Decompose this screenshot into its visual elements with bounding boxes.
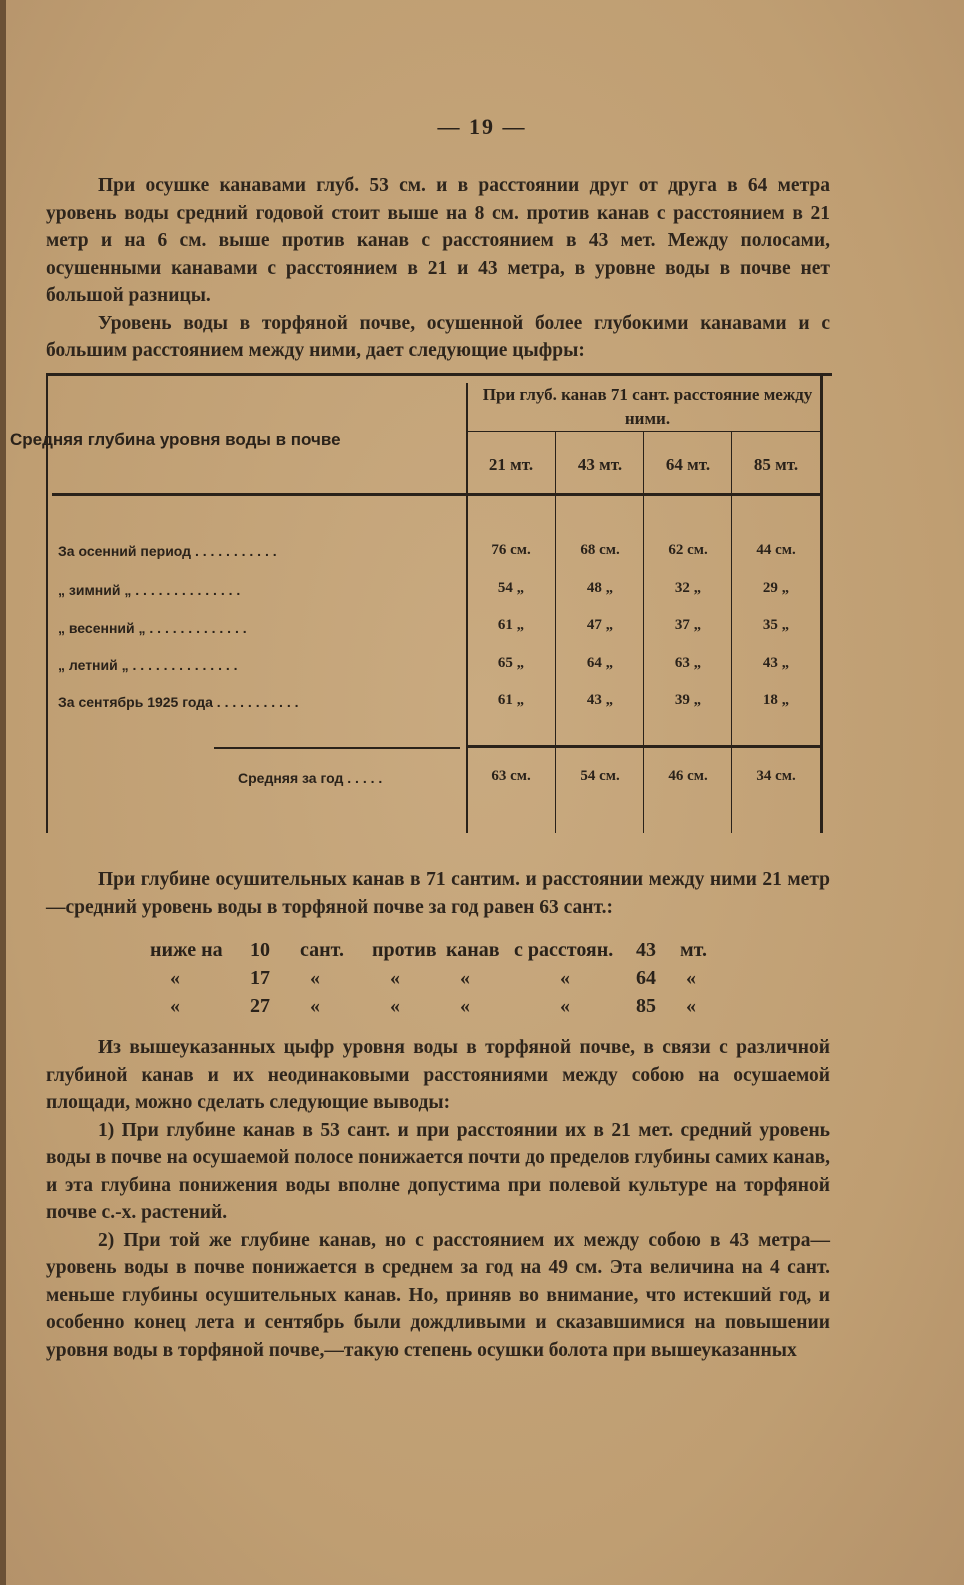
row-label: За осенний период . . . . . . . . . . . [58, 543, 277, 559]
table-cell: 61 „ [497, 617, 525, 633]
comparison-value: 43 [636, 939, 656, 961]
table-cell: 37 „ [674, 617, 702, 633]
table-cell: 46 см. [668, 768, 708, 784]
row-label: „ весенний „ . . . . . . . . . . . . . [58, 620, 247, 636]
conclusions-text [46, 1034, 830, 1364]
comparison-word: « [170, 995, 180, 1017]
comparison-word: мт. [680, 939, 707, 961]
row-header: Средняя глубина уровня воды в почве [10, 430, 341, 449]
table-cell: 29 „ [762, 580, 790, 596]
comparison-word: « [170, 967, 180, 989]
table-cell: 63 „ [674, 655, 702, 671]
comparison-word: с расстоян. [514, 939, 614, 961]
comparison-value: 10 [250, 939, 270, 961]
row-label: Средняя за год . . . . . [238, 770, 383, 786]
comparison-word: ниже на [150, 939, 223, 961]
table-cell: 35 „ [762, 617, 790, 633]
comparison-word: « [390, 967, 400, 989]
table-cell: 43 „ [586, 692, 614, 708]
comparison-row [150, 964, 750, 992]
comparison-row [150, 936, 750, 964]
table-cell: 43 „ [762, 655, 790, 671]
page-edge [0, 0, 6, 1585]
row-label: „ летний „ . . . . . . . . . . . . . . [58, 657, 238, 673]
table-cell: 61 „ [497, 692, 525, 708]
paragraph: 2) При той же глубине канав, но с расстоянием их между собою в 43 метра—уровень воды в почве понижается в среднем за год на 49 см. Эта величина на 4 сант. меньше глубины осушительных канав. Но, приняв во внимание, что истекший год, и особенно конец лета и сентябрь были дождливыми и сказавшимися на повышении уровня воды в торфяной почве,—такую степень осушки болота при вышеуказанных [46, 1229, 830, 1361]
comparison-word: « [560, 967, 570, 989]
comparison-word: « [686, 967, 696, 989]
table-cell: 39 „ [674, 692, 702, 708]
comparison-word: « [310, 967, 320, 989]
comparison-word: « [560, 995, 570, 1017]
column-header: 85 мт. [753, 455, 799, 474]
comparison-word: « [460, 995, 470, 1017]
intro-text [46, 172, 830, 365]
comparison-word: « [686, 995, 696, 1017]
comparison-list [150, 936, 750, 1020]
row-label: За сентябрь 1925 года . . . . . . . . . . . [58, 694, 299, 710]
comparison-word: сант. [300, 939, 344, 961]
comparison-word: « [390, 995, 400, 1017]
table-cell: 18 „ [762, 692, 790, 708]
column-header: 64 мт. [665, 455, 711, 474]
table-cell: 65 „ [497, 655, 525, 671]
comparison-value: 64 [636, 967, 656, 989]
paragraph: Из вышеуказанных цыфр уровня воды в торфяной почве, в связи с различной глубиной канав и их неодинаковыми расстояниями между собою на осушаемой площади, можно сделать следующие выводы: [46, 1037, 830, 1113]
comparison-word: против [372, 939, 437, 961]
page-number: — 19 — [437, 114, 527, 139]
comparison-word: « [310, 995, 320, 1017]
row-label: „ зимний „ . . . . . . . . . . . . . . [58, 582, 241, 598]
table-cell: 54 „ [497, 580, 525, 596]
column-header: 21 мт. [488, 455, 534, 474]
table-cell: 63 см. [491, 768, 531, 784]
comparison-value: 17 [250, 967, 270, 989]
table-cell: 48 „ [586, 580, 614, 596]
table-cell: 34 см. [756, 768, 796, 784]
group-header: При глуб. канав 71 сант. расстояние между ними. [482, 385, 813, 428]
paragraph: 1) При глубине канав в 53 сант. и при расстоянии их в 21 мет. средний уровень воды в почве на осушаемой полосе понижается почти до пределов глубины самих канав, и эта глубина понижения воды вполне допустима при полевой культуре на торфяной почве с.-х. растений. [46, 1119, 830, 1223]
column-header: 43 мт. [577, 455, 623, 474]
table-cell: 44 см. [756, 542, 796, 558]
table-cell: 32 „ [674, 580, 702, 596]
comparison-row [150, 992, 750, 1020]
paragraph: Уровень воды в торфяной почве, осушенной более глубокими канавами и с большим расстоянием между ними, дает следующие цыфры: [46, 312, 830, 361]
comparison-word: « [460, 967, 470, 989]
comparison-value: 85 [636, 995, 656, 1017]
table-cell: 62 см. [668, 542, 708, 558]
table-cell: 47 „ [586, 617, 614, 633]
paragraph: При глубине осушительных канав в 71 сантим. и расстоянии между ними 21 метр—средний уровень воды в торфяной почве за год равен 63 сант.: [46, 869, 830, 918]
comparison-word: канав [446, 939, 500, 961]
table-cell: 68 см. [580, 542, 620, 558]
table-cell: 54 см. [580, 768, 620, 784]
table-cell: 64 „ [586, 655, 614, 671]
comparison-value: 27 [250, 995, 270, 1017]
table-cell: 76 см. [491, 542, 531, 558]
mid-text [46, 866, 830, 921]
paragraph: При осушке канавами глуб. 53 см. и в расстоянии друг от друга в 64 метра уровень воды средний годовой стоит выше на 8 см. против канав с расстоянием в 21 метр и на 6 см. выше против канав с расстоянием в 43 мет. Между полосами, осушенными канавами с расстоянием в 21 и 43 метра, в уровне воды в почве нет большой разницы. [46, 175, 830, 306]
